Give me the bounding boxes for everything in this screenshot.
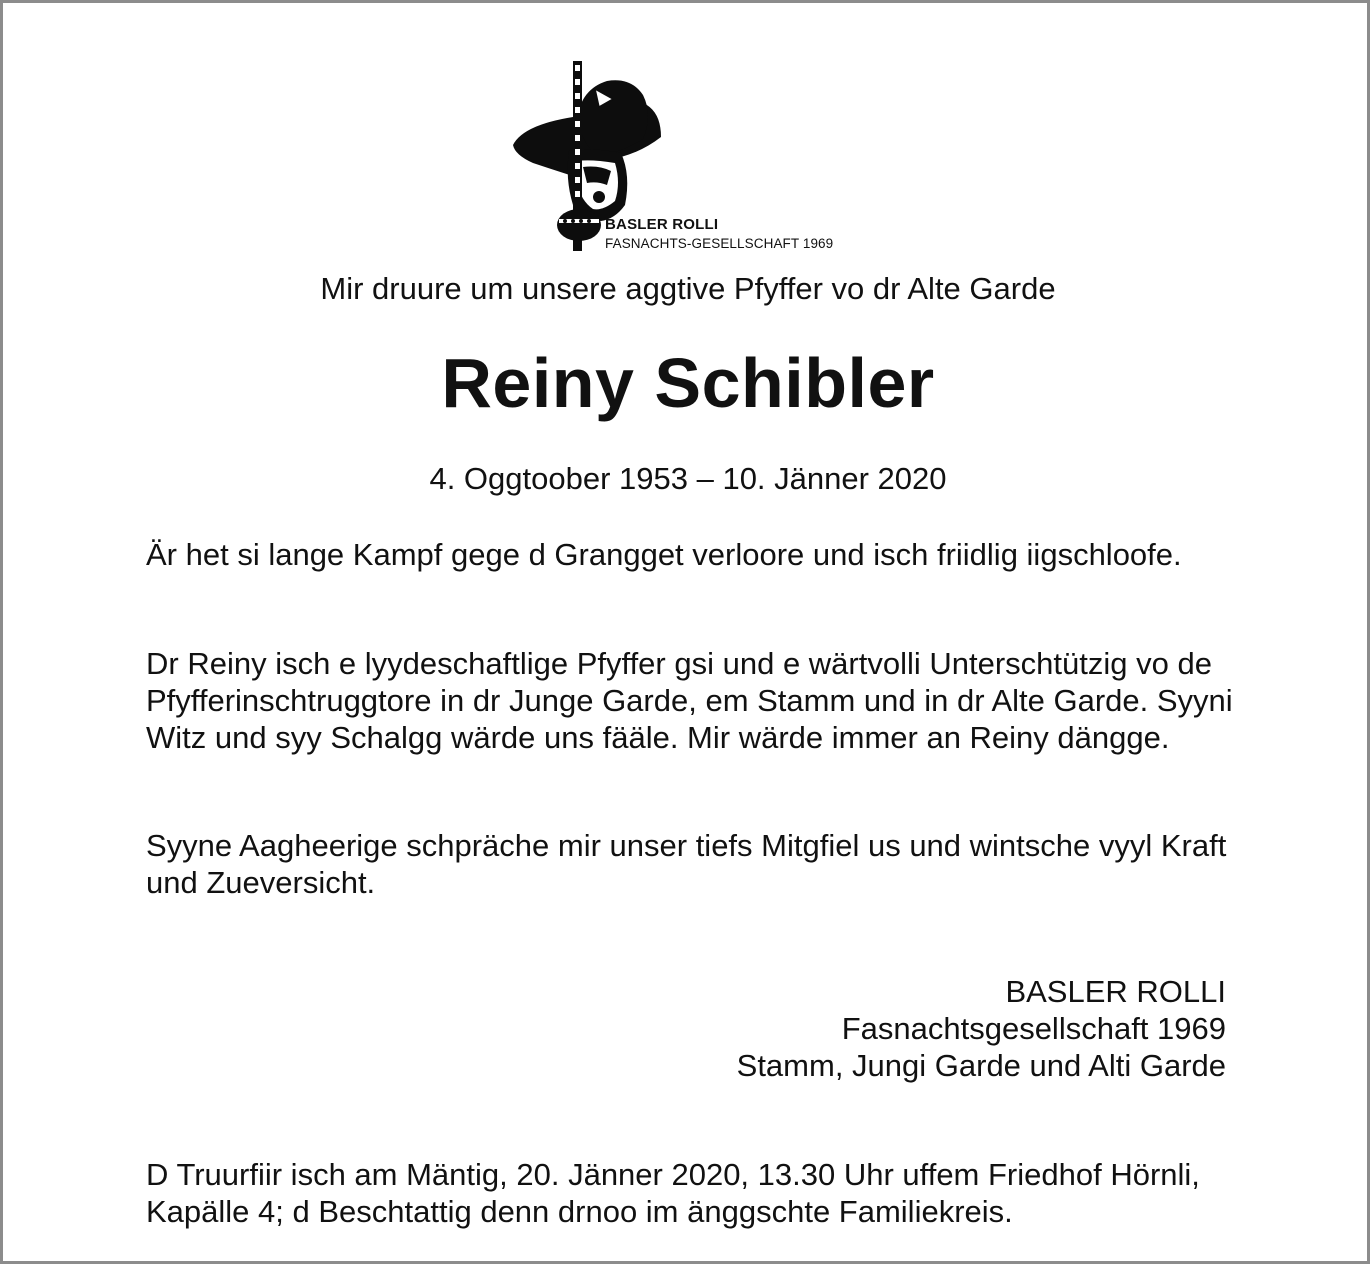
- paragraph-tribute: Dr Reiny isch e lyydeschaftlige Pfyffer gsi und e wärtvolli Unterschtützig vo de Pfyfferinschtruggtore in dr Junge Garde, em Stamm und in dr Alte Garde. Syyni Witz und syy Schalgg wärde uns fääle. Mir wärde immer an Reiny dängge.: [146, 646, 1233, 755]
- logo-club-name: BASLER ROLLI: [605, 216, 719, 233]
- funeral-info: D Truurfiir isch am Mäntig, 20. Jänner 2020, 13.30 Uhr uffem Friedhof Hörnli, Kapälle 4; d Beschtattig denn drnoo im änggschte Familiekreis.: [146, 1157, 1200, 1229]
- signature-block: [737, 973, 1226, 1084]
- signature-groups: Stamm, Jungi Garde und Alti Garde: [736, 1048, 1226, 1083]
- signature-club: BASLER ROLLI: [1005, 974, 1226, 1009]
- notice-intro: Mir druure um unsere aggtive Pfyffer vo dr Alte Garde: [320, 271, 1056, 306]
- paragraph-condolences: Syyne Aagheerige schpräche mir unser tiefs Mitgfiel us und wintsche vyyl Kraft und Zueversicht.: [146, 828, 1227, 900]
- signature-society: Fasnachtsgesellschaft 1969: [841, 1011, 1226, 1046]
- basler-rolli-logo: [503, 55, 883, 260]
- paragraph-passing: Är het si lange Kampf gege d Grangget verloore und isch friidlig iigschloofe.: [146, 537, 1182, 572]
- logo-club-subtitle: FASNACHTS-GESELLSCHAFT 1969: [605, 236, 834, 251]
- life-dates: 4. Oggtoober 1953 – 10. Jänner 2020: [429, 461, 947, 496]
- deceased-name: Reiny Schibler: [441, 344, 935, 422]
